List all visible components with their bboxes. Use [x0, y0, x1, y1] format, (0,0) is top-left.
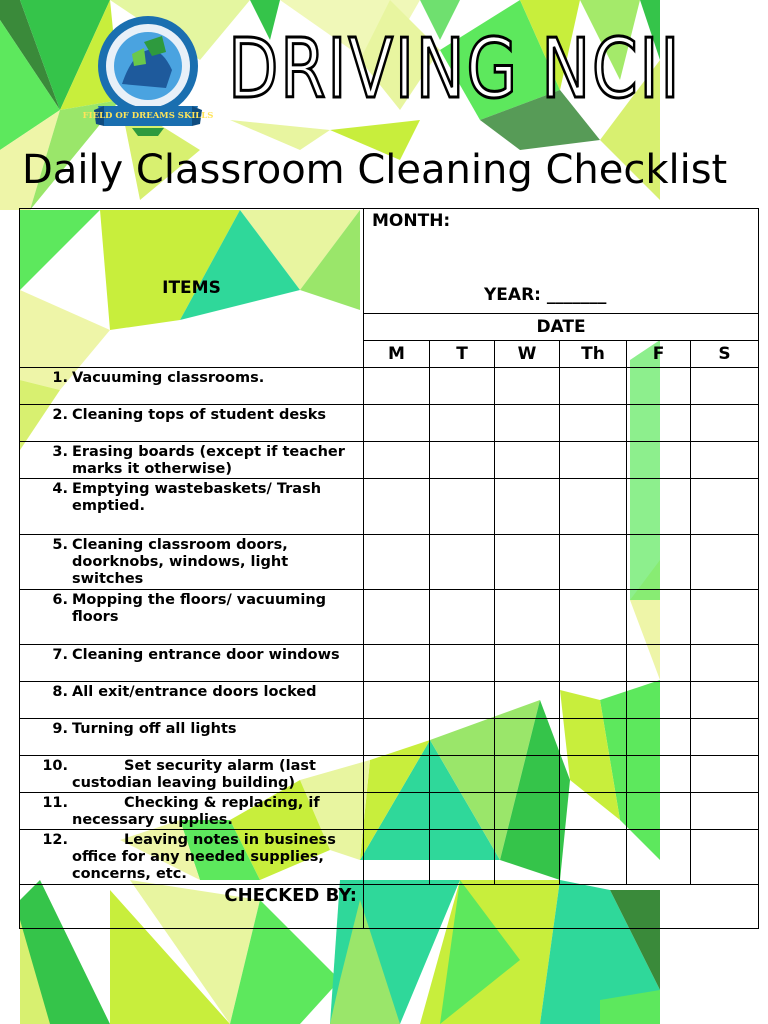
check-cell[interactable]: [627, 442, 691, 479]
check-cell[interactable]: [627, 830, 691, 885]
check-cell[interactable]: [691, 682, 759, 719]
check-cell[interactable]: [691, 405, 759, 442]
check-cell[interactable]: [495, 405, 560, 442]
check-cell[interactable]: [364, 756, 430, 793]
check-cell[interactable]: [627, 756, 691, 793]
checklist-item: 2. Cleaning tops of student desks: [20, 405, 364, 442]
school-logo: [82, 14, 214, 138]
check-cell[interactable]: [364, 368, 430, 405]
checklist-item: 5. Cleaning classroom doors, doorknobs, windows, light switches: [20, 535, 364, 590]
check-cell[interactable]: [627, 479, 691, 535]
check-cell[interactable]: [691, 368, 759, 405]
check-cell[interactable]: [495, 830, 560, 885]
date-header: DATE: [364, 314, 759, 341]
check-cell[interactable]: [627, 368, 691, 405]
day-header-t: T: [430, 341, 495, 368]
check-cell[interactable]: [560, 405, 627, 442]
table-row: [20, 830, 759, 885]
check-cell[interactable]: [364, 590, 430, 645]
table-row: [20, 719, 759, 756]
check-cell[interactable]: [560, 535, 627, 590]
day-header-th: Th: [560, 341, 627, 368]
check-cell[interactable]: [560, 368, 627, 405]
check-cell[interactable]: [364, 535, 430, 590]
check-cell[interactable]: [691, 590, 759, 645]
check-cell[interactable]: [495, 442, 560, 479]
checked-by-signature-field[interactable]: [364, 885, 759, 929]
table-row: [20, 645, 759, 682]
check-cell[interactable]: [691, 756, 759, 793]
checklist-item: 1. Vacuuming classrooms.: [20, 368, 364, 405]
check-cell[interactable]: [691, 535, 759, 590]
check-cell[interactable]: [430, 719, 495, 756]
check-cell[interactable]: [560, 756, 627, 793]
check-cell[interactable]: [430, 535, 495, 590]
check-cell[interactable]: [364, 479, 430, 535]
check-cell[interactable]: [495, 719, 560, 756]
table-row: [20, 405, 759, 442]
check-cell[interactable]: [430, 590, 495, 645]
svg-text:FIELD OF DREAMS SKILLS: FIELD OF DREAMS SKILLS: [82, 111, 214, 121]
table-row: [20, 793, 759, 830]
check-cell[interactable]: [691, 719, 759, 756]
check-cell[interactable]: [627, 405, 691, 442]
check-cell[interactable]: [627, 535, 691, 590]
check-cell[interactable]: [560, 793, 627, 830]
check-cell[interactable]: [691, 479, 759, 535]
check-cell[interactable]: [691, 793, 759, 830]
check-cell[interactable]: [560, 590, 627, 645]
table-row: [20, 682, 759, 719]
check-cell[interactable]: [430, 793, 495, 830]
month-year-cell: [364, 209, 759, 314]
check-cell[interactable]: [364, 682, 430, 719]
check-cell[interactable]: [364, 719, 430, 756]
checklist-item: 4. Emptying wastebaskets/ Trash emptied.: [20, 479, 364, 535]
checklist-item: 10. Set security alarm (last custodian leaving building): [20, 756, 364, 793]
check-cell[interactable]: [627, 645, 691, 682]
check-cell[interactable]: [560, 645, 627, 682]
check-cell[interactable]: [691, 442, 759, 479]
check-cell[interactable]: [430, 645, 495, 682]
check-cell[interactable]: [495, 645, 560, 682]
table-row: [20, 756, 759, 793]
check-cell[interactable]: [627, 793, 691, 830]
checklist-item: 7. Cleaning entrance door windows: [20, 645, 364, 682]
checklist-item: 8. All exit/entrance doors locked: [20, 682, 364, 719]
check-cell[interactable]: [495, 479, 560, 535]
check-cell[interactable]: [495, 590, 560, 645]
check-cell[interactable]: [560, 830, 627, 885]
check-cell[interactable]: [495, 756, 560, 793]
checklist-item: 12. Leaving notes in business office for any needed supplies, concerns, etc.: [20, 830, 364, 885]
check-cell[interactable]: [560, 479, 627, 535]
items-header: ITEMS: [20, 209, 364, 368]
check-cell[interactable]: [495, 368, 560, 405]
table-row: [20, 442, 759, 479]
check-cell[interactable]: [430, 479, 495, 535]
check-cell[interactable]: [430, 682, 495, 719]
checklist-item: 9. Turning off all lights: [20, 719, 364, 756]
checklist-item: 11. Checking & replacing, if necessary supplies.: [20, 793, 364, 830]
table-row: [20, 479, 759, 535]
check-cell[interactable]: [364, 645, 430, 682]
checklist-item: 3. Erasing boards (except if teacher marks it otherwise): [20, 442, 364, 479]
check-cell[interactable]: [560, 442, 627, 479]
day-header-f: F: [627, 341, 691, 368]
check-cell[interactable]: [430, 368, 495, 405]
day-header-w: W: [495, 341, 560, 368]
month-label: MONTH:: [372, 211, 451, 231]
year-label: YEAR: _______: [484, 285, 607, 305]
check-cell[interactable]: [495, 535, 560, 590]
checklist-item: 6. Mopping the floors/ vacuuming floors: [20, 590, 364, 645]
checked-by-label: CHECKED BY:: [20, 885, 364, 929]
check-cell[interactable]: [691, 645, 759, 682]
table-row: [20, 368, 759, 405]
check-cell[interactable]: [364, 442, 430, 479]
day-header-m: M: [364, 341, 430, 368]
check-cell[interactable]: [430, 442, 495, 479]
page-title: DRIVING NCII: [228, 22, 682, 117]
table-row: [20, 535, 759, 590]
check-cell[interactable]: [691, 830, 759, 885]
check-cell[interactable]: [560, 719, 627, 756]
check-cell[interactable]: [364, 405, 430, 442]
cleaning-checklist-table: [19, 208, 759, 929]
check-cell[interactable]: [560, 682, 627, 719]
check-cell[interactable]: [364, 793, 430, 830]
checked-by-row: [20, 885, 759, 929]
check-cell[interactable]: [627, 719, 691, 756]
check-cell[interactable]: [430, 405, 495, 442]
day-header-s: S: [691, 341, 759, 368]
check-cell[interactable]: [627, 590, 691, 645]
check-cell[interactable]: [430, 756, 495, 793]
check-cell[interactable]: [364, 830, 430, 885]
check-cell[interactable]: [495, 682, 560, 719]
check-cell[interactable]: [430, 830, 495, 885]
table-row: [20, 590, 759, 645]
page-subtitle: Daily Classroom Cleaning Checklist: [22, 147, 728, 193]
check-cell[interactable]: [495, 793, 560, 830]
check-cell[interactable]: [627, 682, 691, 719]
